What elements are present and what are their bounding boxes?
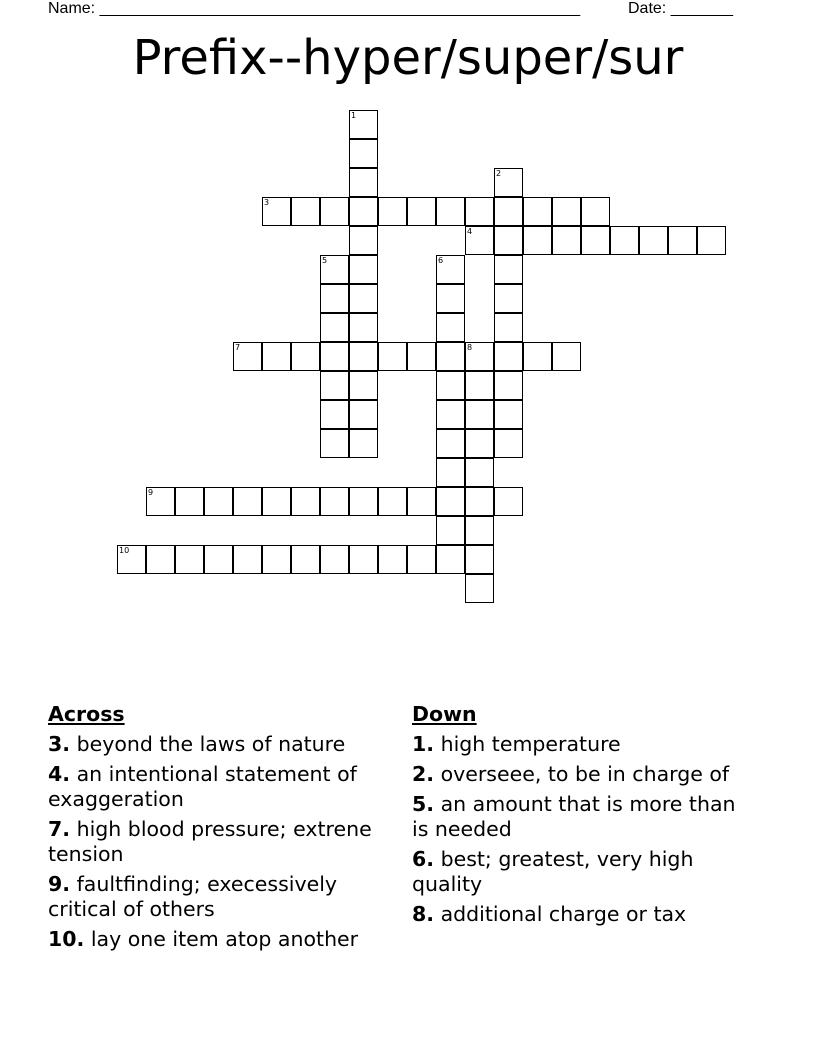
across-clue	[48, 927, 398, 952]
crossword-cell[interactable]	[349, 168, 378, 197]
clue-number: 1.	[412, 732, 435, 756]
clue-text: lay one item atop another	[90, 927, 359, 951]
crossword-cell[interactable]	[146, 545, 175, 574]
clue-number-label: 10	[119, 546, 130, 555]
crossword-cell[interactable]	[436, 284, 465, 313]
crossword-cell[interactable]	[610, 226, 639, 255]
crossword-cell[interactable]	[581, 226, 610, 255]
crossword-cell[interactable]	[494, 429, 523, 458]
clue-number: 9.	[48, 872, 71, 896]
crossword-cell[interactable]	[320, 429, 349, 458]
crossword-cell[interactable]	[320, 255, 349, 284]
crossword-cell[interactable]	[436, 458, 465, 487]
clue-number-label: 1	[351, 111, 357, 120]
across-clues	[48, 702, 398, 957]
crossword-cell[interactable]	[262, 342, 291, 371]
name-field-label: Name: ______________________________________________________	[48, 0, 581, 17]
crossword-cell[interactable]	[523, 342, 552, 371]
crossword-cell[interactable]	[349, 400, 378, 429]
crossword-cell[interactable]	[436, 516, 465, 545]
clue-number: 8.	[412, 902, 435, 926]
clue-number: 7.	[48, 817, 71, 841]
crossword-cell[interactable]	[436, 429, 465, 458]
down-heading: Down	[412, 702, 477, 726]
crossword-cell[interactable]	[494, 284, 523, 313]
crossword-cell[interactable]	[465, 516, 494, 545]
crossword-cell[interactable]	[436, 487, 465, 516]
crossword-cell[interactable]	[262, 197, 291, 226]
crossword-cell[interactable]	[436, 400, 465, 429]
down-clue	[412, 792, 752, 842]
crossword-cell[interactable]	[494, 168, 523, 197]
clue-number: 2.	[412, 762, 435, 786]
crossword-cell[interactable]	[494, 487, 523, 516]
crossword-cell[interactable]	[291, 197, 320, 226]
crossword-cell[interactable]	[465, 226, 494, 255]
crossword-cell[interactable]	[320, 371, 349, 400]
crossword-cell[interactable]	[581, 197, 610, 226]
clue-text: an intentional statement of exaggeration	[48, 762, 357, 811]
crossword-cell[interactable]	[436, 197, 465, 226]
crossword-cell[interactable]	[378, 197, 407, 226]
crossword-cell[interactable]	[349, 429, 378, 458]
crossword-cell[interactable]	[465, 458, 494, 487]
crossword-cell[interactable]	[494, 342, 523, 371]
crossword-cell[interactable]	[291, 545, 320, 574]
crossword-cell[interactable]	[233, 342, 262, 371]
clue-number-label: 9	[148, 488, 154, 497]
crossword-cell[interactable]	[523, 197, 552, 226]
crossword-cell[interactable]	[349, 226, 378, 255]
crossword-cell[interactable]	[465, 545, 494, 574]
crossword-cell[interactable]	[320, 342, 349, 371]
crossword-cell[interactable]	[494, 197, 523, 226]
crossword-cell[interactable]	[320, 400, 349, 429]
crossword-cell[interactable]	[291, 342, 320, 371]
crossword-cell[interactable]	[407, 487, 436, 516]
crossword-cell[interactable]	[407, 545, 436, 574]
crossword-cell[interactable]	[233, 487, 262, 516]
crossword-cell[interactable]	[378, 487, 407, 516]
across-clue	[48, 872, 398, 922]
across-heading: Across	[48, 702, 125, 726]
crossword-cell[interactable]	[349, 110, 378, 139]
crossword-cell[interactable]	[552, 342, 581, 371]
crossword-cell[interactable]	[175, 545, 204, 574]
clue-text: overseee, to be in charge of	[440, 762, 730, 786]
down-clue	[412, 847, 752, 897]
crossword-cell[interactable]	[320, 197, 349, 226]
down-clue	[412, 762, 752, 787]
across-clue	[48, 732, 398, 757]
clue-text: additional charge or tax	[440, 902, 687, 926]
crossword-cell[interactable]	[349, 139, 378, 168]
crossword-cell[interactable]	[175, 487, 204, 516]
crossword-cell[interactable]	[349, 284, 378, 313]
crossword-cell[interactable]	[117, 545, 146, 574]
clue-number: 6.	[412, 847, 435, 871]
down-clue	[412, 902, 752, 927]
crossword-cell[interactable]	[494, 255, 523, 284]
crossword-cell[interactable]	[465, 429, 494, 458]
crossword-cell[interactable]	[668, 226, 697, 255]
clue-number-label: 7	[235, 343, 241, 352]
clue-text: high blood pressure; extrene tension	[48, 817, 372, 866]
crossword-cell[interactable]	[320, 545, 349, 574]
clue-number-label: 8	[467, 343, 473, 352]
crossword-cell[interactable]	[436, 371, 465, 400]
clue-number-label: 5	[322, 256, 328, 265]
crossword-cell[interactable]	[436, 342, 465, 371]
clue-number: 5.	[412, 792, 435, 816]
crossword-cell[interactable]	[494, 313, 523, 342]
down-clues	[412, 702, 752, 932]
clue-text: best; greatest, very high quality	[412, 847, 694, 896]
crossword-cell[interactable]	[494, 400, 523, 429]
crossword-cell[interactable]	[262, 487, 291, 516]
crossword-cell[interactable]	[407, 197, 436, 226]
across-clue	[48, 817, 398, 867]
date-field-label: Date: _______	[628, 0, 733, 17]
crossword-cell[interactable]	[465, 574, 494, 603]
clue-number: 3.	[48, 732, 71, 756]
crossword-cell[interactable]	[349, 342, 378, 371]
crossword-cell[interactable]	[204, 545, 233, 574]
crossword-cell[interactable]	[552, 226, 581, 255]
crossword-cell[interactable]	[494, 226, 523, 255]
crossword-cell[interactable]	[523, 226, 552, 255]
crossword-cell[interactable]	[552, 197, 581, 226]
crossword-cell[interactable]	[204, 487, 233, 516]
crossword-cell[interactable]	[349, 313, 378, 342]
crossword-cell[interactable]	[436, 313, 465, 342]
crossword-cell[interactable]	[378, 545, 407, 574]
across-clue	[48, 762, 398, 812]
crossword-cell[interactable]	[436, 545, 465, 574]
crossword-cell[interactable]	[697, 226, 726, 255]
crossword-cell[interactable]	[465, 197, 494, 226]
clue-text: beyond the laws of nature	[76, 732, 346, 756]
crossword-cell[interactable]	[378, 342, 407, 371]
clue-number: 10.	[48, 927, 85, 951]
crossword-cell[interactable]	[320, 284, 349, 313]
crossword-cell[interactable]	[262, 545, 291, 574]
down-clue	[412, 732, 752, 757]
crossword-cell[interactable]	[407, 342, 436, 371]
crossword-cell[interactable]	[494, 371, 523, 400]
crossword-cell[interactable]	[349, 197, 378, 226]
crossword-cell[interactable]	[436, 255, 465, 284]
clue-number-label: 4	[467, 227, 473, 236]
crossword-cell[interactable]	[465, 400, 494, 429]
clue-text: faultfinding; execessively critical of others	[48, 872, 338, 921]
crossword-cell[interactable]	[291, 487, 320, 516]
crossword-cell[interactable]	[349, 545, 378, 574]
clue-number-label: 2	[496, 169, 502, 178]
clue-number: 4.	[48, 762, 71, 786]
clue-number-label: 3	[264, 198, 270, 207]
crossword-cell[interactable]	[320, 313, 349, 342]
page-title: Prefix--hyper/super/sur	[132, 30, 684, 86]
crossword-cell[interactable]	[349, 371, 378, 400]
clue-text: an amount that is more than is needed	[412, 792, 736, 841]
clue-number-label: 6	[438, 256, 444, 265]
crossword-cell[interactable]	[639, 226, 668, 255]
crossword-cell[interactable]	[233, 545, 262, 574]
crossword-cell[interactable]	[465, 371, 494, 400]
crossword-cell[interactable]	[146, 487, 175, 516]
crossword-cell[interactable]	[320, 487, 349, 516]
crossword-cell[interactable]	[349, 487, 378, 516]
clue-text: high temperature	[440, 732, 621, 756]
crossword-cell[interactable]	[465, 487, 494, 516]
crossword-cell[interactable]	[465, 342, 494, 371]
crossword-cell[interactable]	[349, 255, 378, 284]
